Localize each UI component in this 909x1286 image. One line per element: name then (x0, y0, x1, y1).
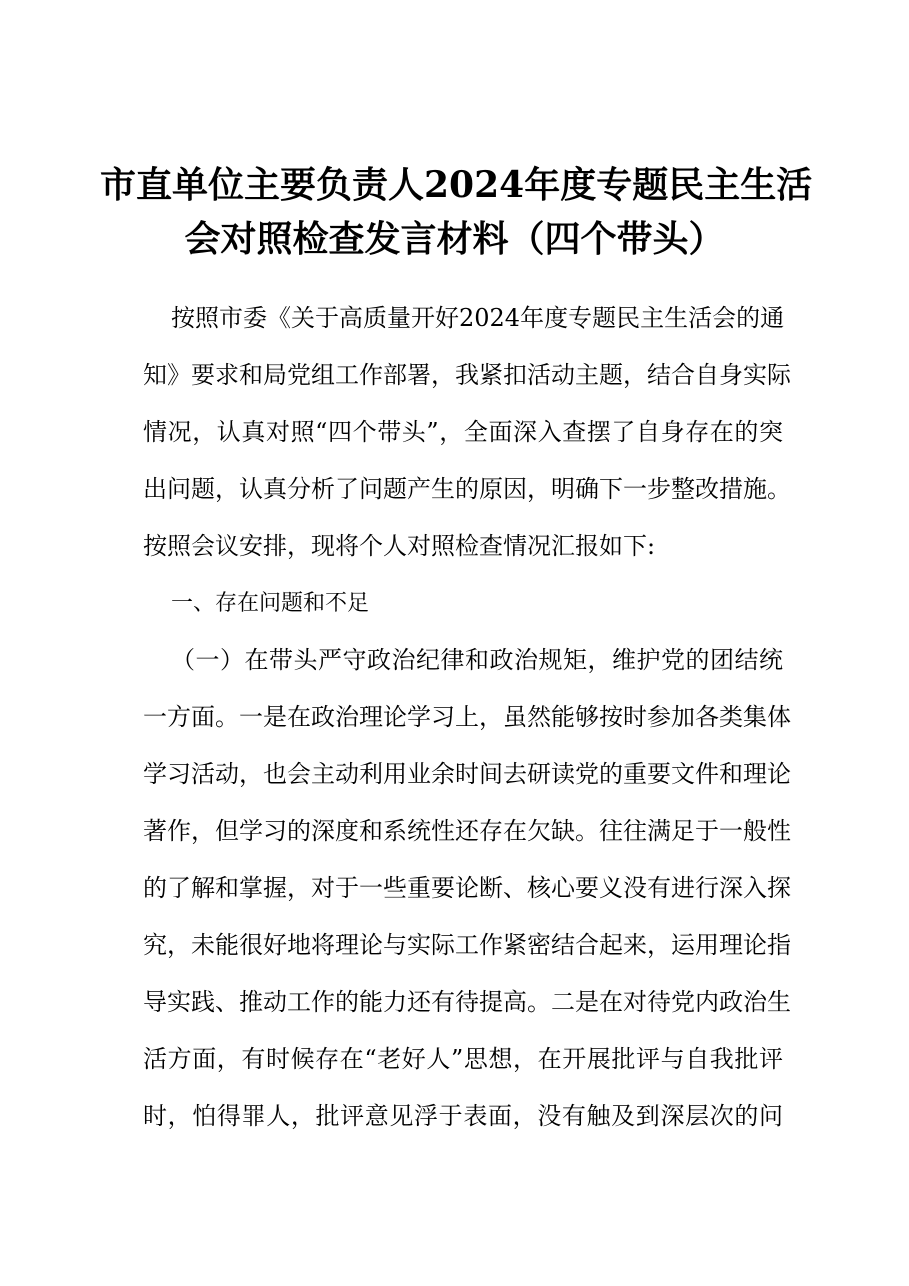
paragraph-2-line-8: 活方面，有时候存在“老好人”思想，在开展批评与自我批评 (143, 1045, 783, 1073)
paragraph-1-line-3: 情况，认真对照“四个带头”，全面深入查摆了自身存在的突 (143, 418, 783, 446)
title-line-1: 市直单位主要负责人2024年度专题民主生活 (100, 164, 813, 206)
paragraph-1-line-2: 知》要求和局党组工作部署，我紧扣活动主题，结合自身实际 (143, 361, 791, 389)
title-line-2: 会对照检查发言材料（四个带头） (184, 218, 725, 260)
paragraph-2-line-2: 一方面。一是在政治理论学习上，虽然能够按时参加各类集体 (143, 703, 791, 731)
paragraph-2-line-9: 时，怕得罪人，批评意见浮于表面，没有触及到深层次的问 (143, 1102, 783, 1130)
paragraph-2-line-6: 究，未能很好地将理论与实际工作紧密结合起来，运用理论指 (143, 931, 791, 959)
document-body (143, 290, 791, 1145)
paragraph-1-line-5: 按照会议安排，现将个人对照检查情况汇报如下: (143, 532, 656, 560)
paragraph-2-line-3: 学习活动，也会主动利用业余时间去研读党的重要文件和理论 (143, 760, 791, 788)
paragraph-2-line-7: 导实践、推动工作的能力还有待提高。二是在对待党内政治生 (143, 988, 791, 1016)
paragraph-1-line-1: 按照市委《关于高质量开好2024年度专题民主生活会的通 (171, 304, 785, 332)
section-1-heading: 一、存在问题和不足 (171, 591, 370, 616)
document-title (100, 158, 813, 266)
paragraph-2-line-1: （一）在带头严守政治纪律和政治规矩，维护党的团结统 (171, 646, 783, 674)
paragraph-2-line-5: 的了解和掌握，对于一些重要论断、核心要义没有进行深入探 (143, 874, 791, 902)
paragraph-1-line-4: 出问题，认真分析了问题产生的原因，明确下一步整改措施。 (143, 475, 791, 503)
paragraph-2-line-4: 著作，但学习的深度和系统性还存在欠缺。往往满足于一般性 (143, 817, 791, 845)
